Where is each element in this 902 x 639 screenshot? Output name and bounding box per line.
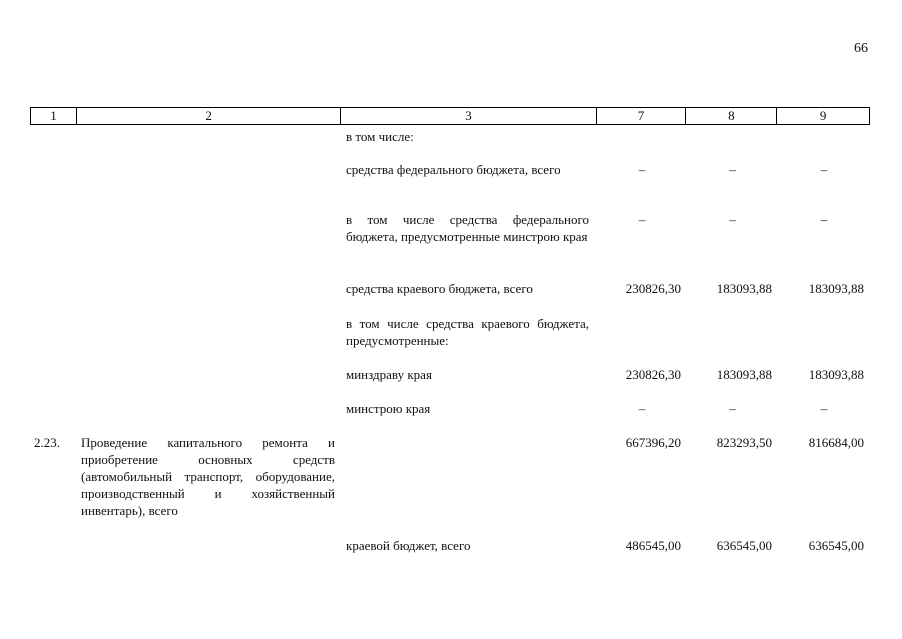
table-row <box>30 537 870 554</box>
row-name: Проведение капитального ремонта и приобретение основных средств (автомобильный транспорт, оборудование, производственный и хозяйственный инвентарь), всего <box>81 435 335 518</box>
value-col-8: – <box>729 212 736 227</box>
value-col-7 <box>597 128 687 145</box>
value-col-9: – <box>820 162 828 177</box>
value-col-7: – <box>638 162 646 177</box>
value-col-8: 183093,88 <box>716 281 772 296</box>
row-number <box>30 211 76 245</box>
row-description: минстрою края <box>346 401 431 416</box>
row-name <box>76 161 341 178</box>
row-description: краевой бюджет, всего <box>346 538 471 553</box>
row-name <box>76 280 341 297</box>
header-col-9: 9 <box>819 108 827 123</box>
value-col-8: – <box>729 162 736 177</box>
row-name <box>76 211 341 245</box>
row-description <box>341 434 597 519</box>
value-col-9: 636545,00 <box>808 538 864 553</box>
value-col-7: – <box>638 212 646 227</box>
row-name <box>76 366 341 383</box>
table-row <box>30 434 870 519</box>
value-col-9: – <box>820 212 828 227</box>
value-col-8 <box>687 315 778 349</box>
value-col-9: – <box>820 401 828 416</box>
row-name <box>76 128 341 145</box>
row-description: средства федерального бюджета, всего <box>346 162 561 177</box>
value-col-9: 183093,88 <box>808 367 864 382</box>
table-row <box>30 366 870 383</box>
table-row <box>30 400 870 417</box>
value-col-7: 486545,00 <box>625 538 681 553</box>
page-number: 66 <box>854 41 868 56</box>
row-number <box>30 400 76 417</box>
row-name <box>76 537 341 554</box>
header-col-2: 2 <box>77 108 341 124</box>
header-col-8: 8 <box>686 108 777 124</box>
value-col-7: 230826,30 <box>625 281 681 296</box>
header-col-3: 3 <box>341 108 596 124</box>
row-description: средства краевого бюджета, всего <box>346 281 533 296</box>
row-description: минздраву края <box>346 367 432 382</box>
row-number: 2.23. <box>34 435 60 450</box>
table-row <box>30 128 870 145</box>
row-number <box>30 537 76 554</box>
row-number <box>30 280 76 297</box>
value-col-9 <box>778 128 870 145</box>
table-row <box>30 280 870 297</box>
table-row <box>30 211 870 245</box>
value-col-8 <box>687 128 778 145</box>
value-col-9 <box>778 315 870 349</box>
row-description: в том числе средства федерального бюджета, предусмотренные минстрою края <box>346 212 589 244</box>
value-col-8: 636545,00 <box>716 538 772 553</box>
row-name <box>76 400 341 417</box>
row-number <box>30 366 76 383</box>
table-row <box>30 161 870 178</box>
row-number <box>30 315 76 349</box>
header-col-1: 1 <box>31 108 77 124</box>
row-number <box>30 128 76 145</box>
header-col-7: 7 <box>597 108 687 124</box>
value-col-7 <box>597 315 687 349</box>
row-name <box>76 315 341 349</box>
value-col-9: 816684,00 <box>808 435 864 450</box>
value-col-8: – <box>729 401 736 416</box>
row-description: в том числе: <box>346 129 414 144</box>
table-header <box>30 107 870 125</box>
value-col-8: 183093,88 <box>716 367 772 382</box>
value-col-7: 230826,30 <box>625 367 681 382</box>
value-col-7: – <box>638 401 646 416</box>
value-col-9: 183093,88 <box>808 281 864 296</box>
row-number <box>30 161 76 178</box>
value-col-7: 667396,20 <box>625 435 681 450</box>
table-row <box>30 315 870 349</box>
value-col-8: 823293,50 <box>716 435 772 450</box>
row-description: в том числе средства краевого бюджета, предусмотренные: <box>346 316 589 348</box>
